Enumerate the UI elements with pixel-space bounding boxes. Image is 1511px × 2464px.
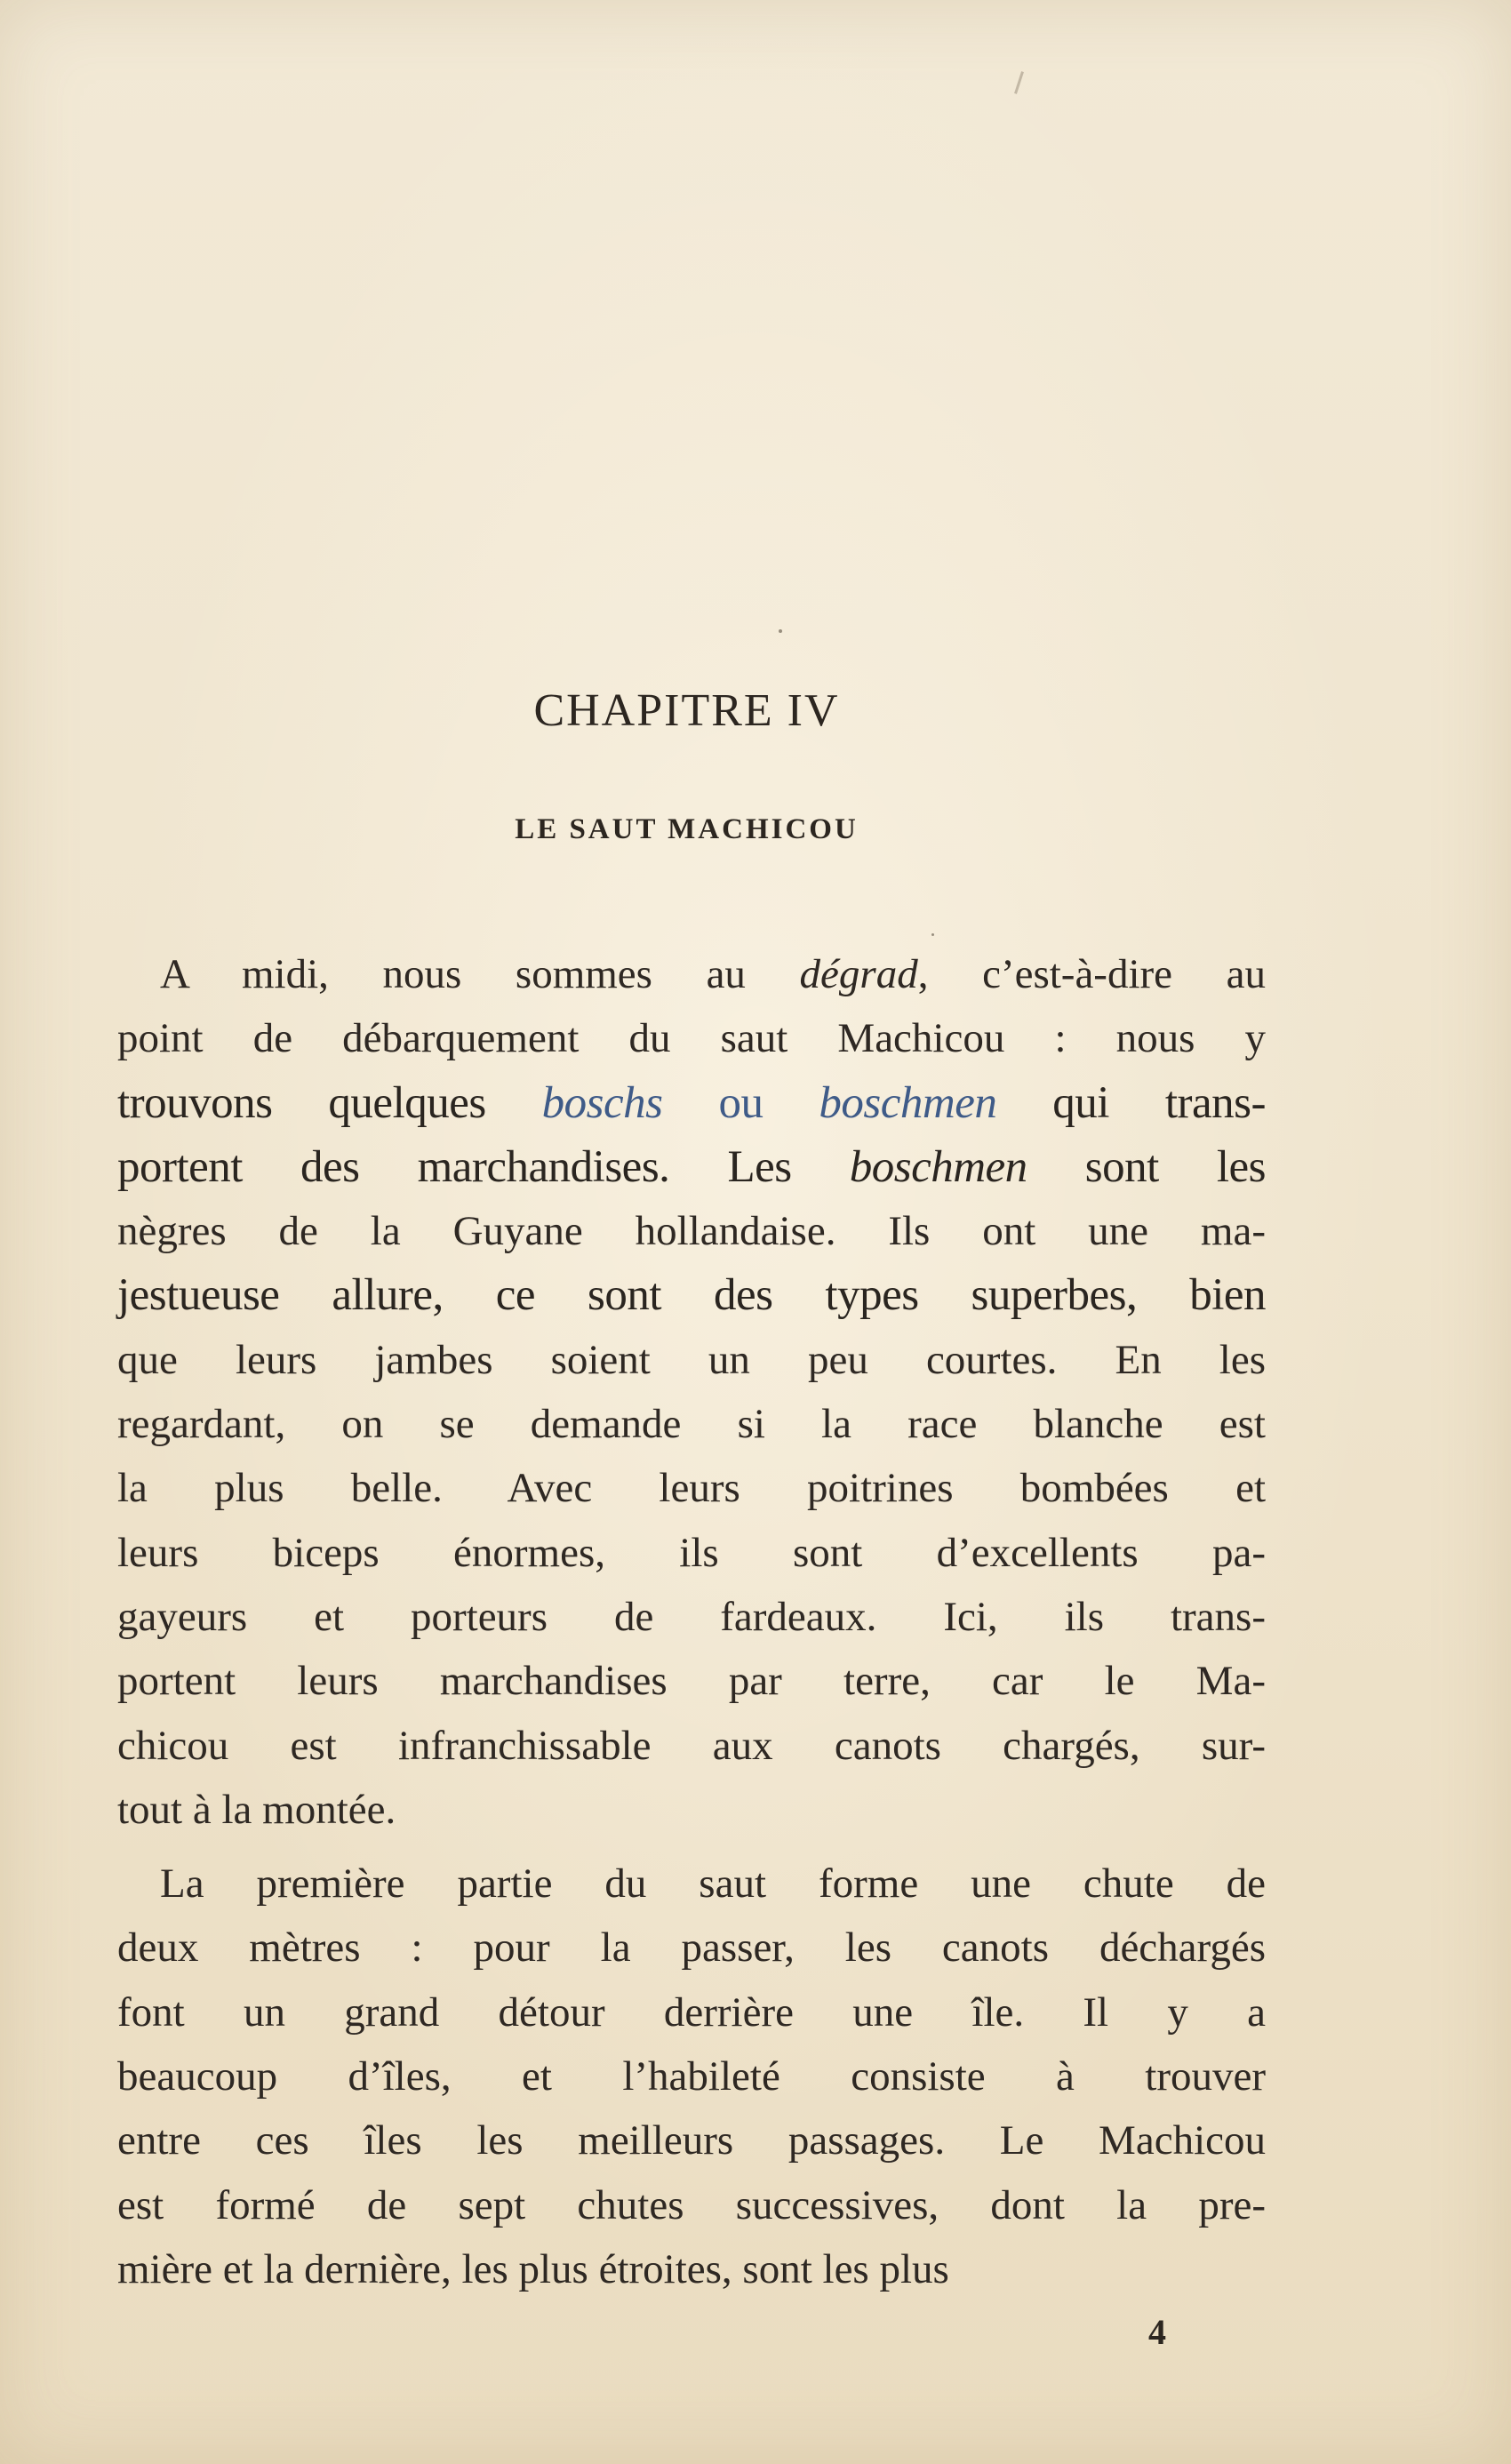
text-run: deux mètres : pour la passer, les canots déchargés [117,1924,1266,1972]
text-run: font un grand détour derrière une île. Il y a [117,1988,1266,2036]
text-run: regardant, on se demande si la race blanche est [117,1401,1266,1448]
chapter-subtitle: LE SAUT MACHICOU [515,813,859,845]
text-run: La première partie du saut forme une chute de [160,1860,1266,1908]
text-run: la plus belle. Avec leurs poitrines bombées et [117,1465,1266,1512]
text-run: beaucoup d’îles, et l’habileté consiste à trouver [117,2053,1266,2100]
text-line [117,1263,1266,1327]
ink-mark [1014,71,1024,94]
italic-term: boschmen [819,1077,997,1128]
text-line [117,1135,1266,1199]
text-line [117,942,1266,1006]
text-run: point de débarquement du saut Machicou : nous y [117,1015,1266,1062]
text-line [117,1585,1266,1649]
text-run: portent leurs marchandises par terre, car le Ma- [117,1658,1266,1705]
page-number: 4 [1148,2312,1166,2352]
text-run: A midi, nous sommes au [160,951,800,997]
text-run: sont les [1027,1141,1267,1192]
text-run: , c’est-à-dire au [917,951,1266,997]
text-run: chicou est infranchissable aux canots chargés, sur- [117,1722,1266,1769]
text-line [117,2173,1266,2237]
text-line [117,1521,1266,1585]
text-line [117,1006,1266,1070]
text-run: nègres de la Guyane hollandaise. Ils ont une ma- [117,1208,1266,1255]
text-run: est formé de sept chutes successives, dont la pre- [117,2181,1266,2228]
text-run: trouvons quelques [117,1077,542,1128]
text-run: portent des marchandises. Les [117,1141,850,1192]
ink-speck [779,629,782,633]
text-line [117,1071,1266,1135]
text-run: que leurs jambes soient un peu courtes. En les [117,1336,1266,1383]
text-line [117,2108,1266,2172]
text-run: ou [662,1077,819,1128]
ink-speck [931,933,934,936]
text-line [117,1714,1266,1778]
body-text [117,942,1266,2301]
text-line [117,1916,1266,1980]
text-line [117,1392,1266,1456]
text-run: entre ces îles les meilleurs passages. Le Machicou [117,2117,1266,2164]
text-line [117,1456,1266,1520]
text-line [117,1980,1266,2044]
italic-term: boschmen [849,1141,1027,1192]
text-run: gayeurs et porteurs de fardeaux. Ici, ils trans- [117,1593,1266,1640]
italic-term: boschs [541,1077,663,1128]
text-line [117,1328,1266,1392]
text-line [117,1649,1266,1713]
text-run: mière et la dernière, les plus étroites, sont les plus [117,2245,949,2292]
text-run: qui trans- [996,1077,1267,1128]
text-line [117,1778,1266,1842]
text-run: jestueuse allure, ce sont des types superbes, bien [117,1270,1266,1321]
paragraph [117,942,1266,1842]
text-run: leurs biceps énormes, ils sont d’excellents pa- [117,1529,1266,1576]
text-line [117,1852,1266,1916]
italic-term: dégrad [799,951,918,997]
chapter-title: CHAPITRE IV [533,685,840,736]
text-line [117,2237,1266,2301]
text-run: tout à la montée. [117,1786,396,1833]
paragraph [117,1852,1266,2301]
text-line [117,2044,1266,2108]
text-line [117,1199,1266,1263]
